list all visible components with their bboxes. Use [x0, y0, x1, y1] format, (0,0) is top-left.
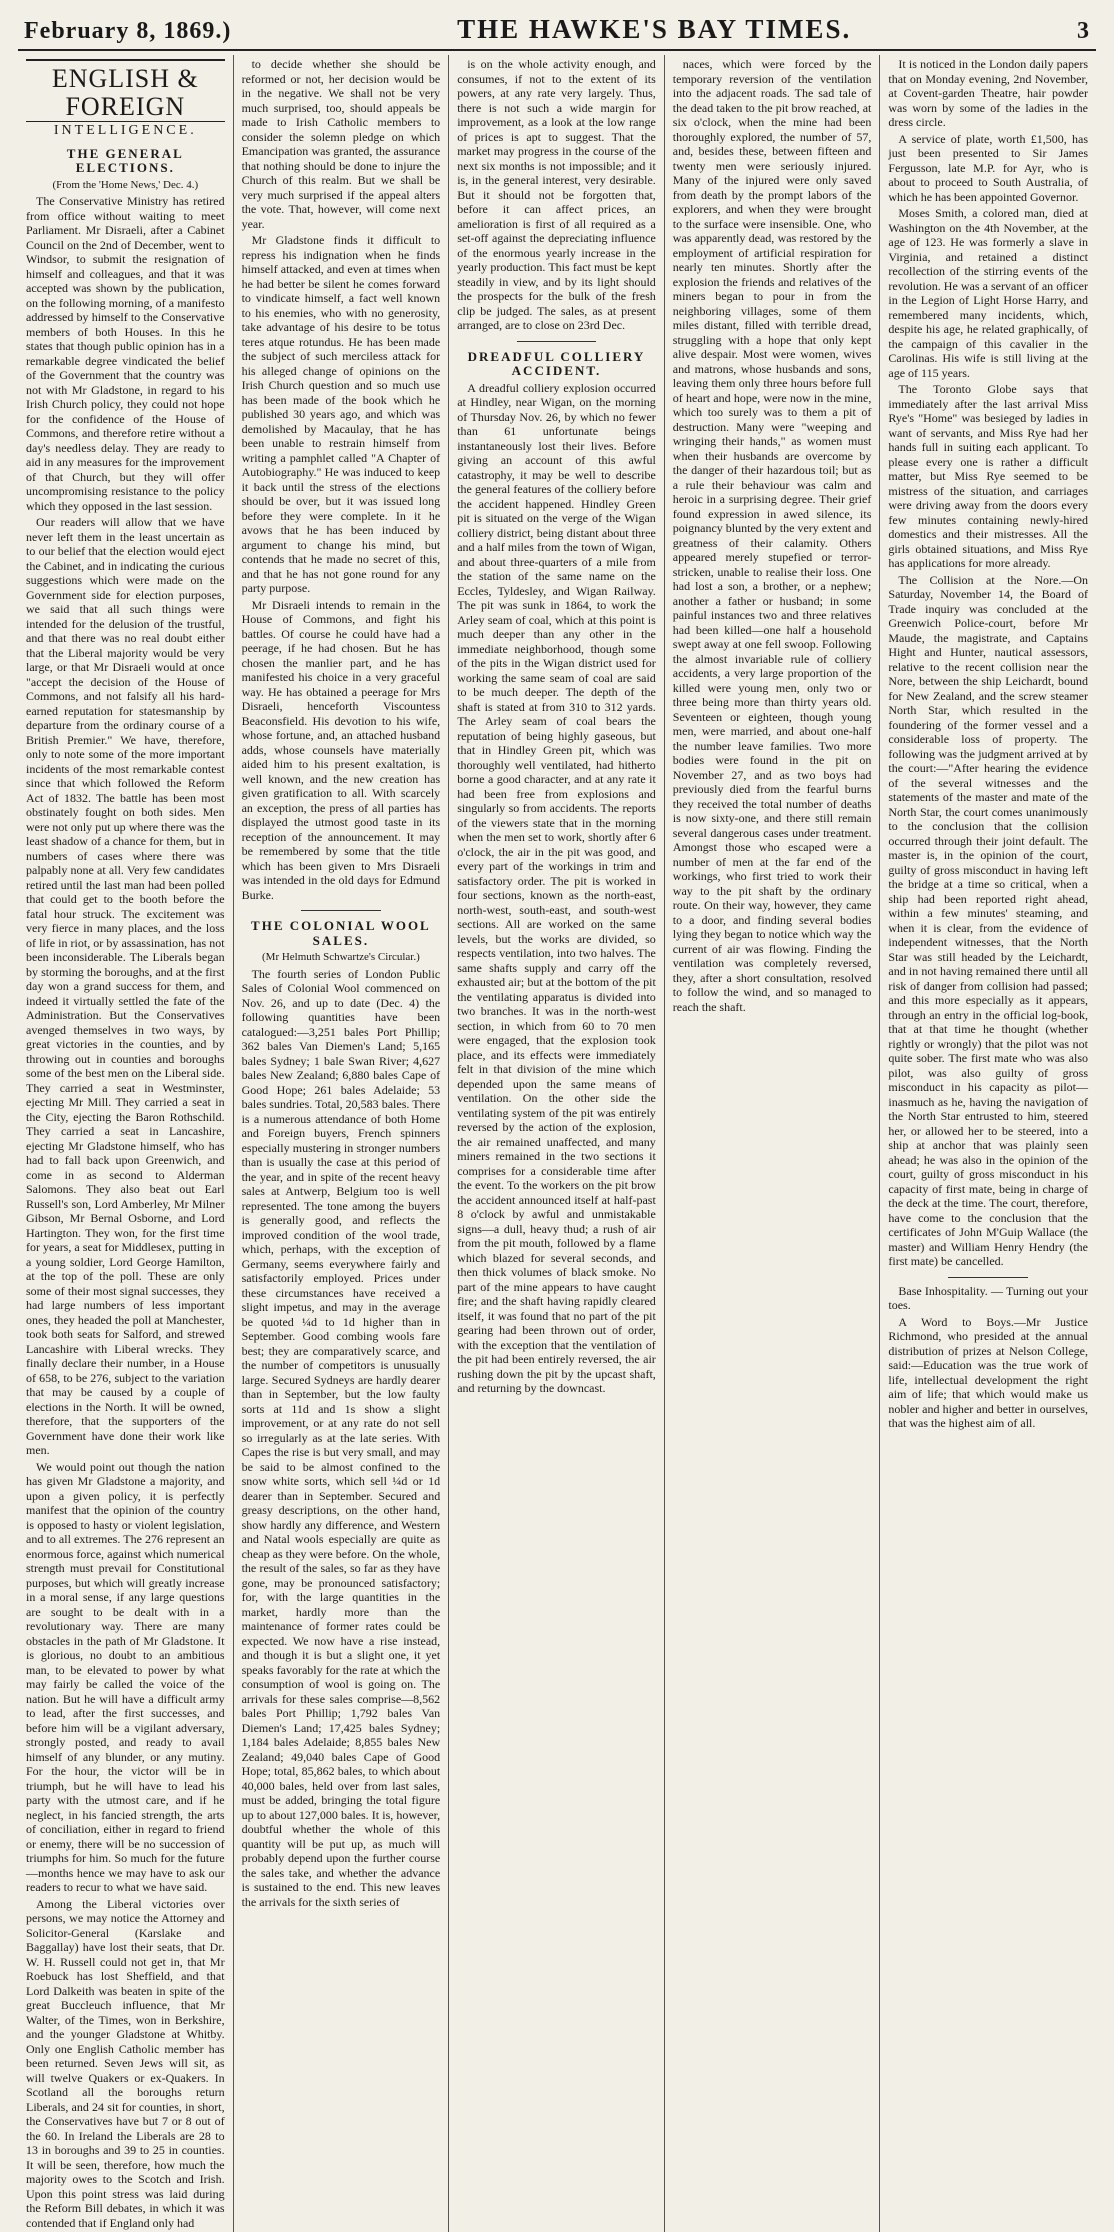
article-source: (Mr Helmuth Schwartze's Circular.) — [262, 951, 420, 963]
column-1 — [18, 55, 234, 2232]
paragraph: Mr Disraeli intends to remain in the House of Commons, and fight his battles. Of course he could have had a peerage, if he had chosen. But he has chosen the manlier part, and he has manifested his choice in a very graceful way. He has obtained a peerage for Mrs Disraeli, henceforth Viscountess Beaconsfield. His devotion to his wife, whose fortune, and, an attached husband adds, whose counsels have materially aided him to his present exaltation, is well known, and the new creation has given gratification to all. With scarcely an exception, the press of all parties has displayed the utmost good taste in its reception of the announcement. It may be remembered by some that the title which has been given to Mrs Disraeli was intended in the old days for Edmund Burke. — [241, 597, 441, 902]
paragraph: Moses Smith, a colored man, died at Washington on the 4th November, at the age of 123. He was formerly a slave in Virginia, and retained a distinct recollection of the stirring events of the revolution. He was a servant of an officer in the Legion of Light Horse Harry, and remembered many incidents, which, despite his age, he related graphically, of the campaign of this cavalier in the Carolinas. His wife is still living at the age of 115 years. — [888, 206, 1088, 380]
column-2 — [234, 55, 450, 2232]
section-title-english-foreign: ENGLISH & FOREIGN — [26, 59, 225, 122]
paragraph: Base Inhospitality. — Turning out your toes. — [888, 1283, 1088, 1312]
paragraph: Our readers will allow that we have never left them in the least uncertain as to our belief that the election would eject the Cabinet, and in indicating the curious suggestions which were made on the Government side for election purposes, we said that all such things were intended for the delusion of the trustful, and that there was no real doubt either that the Liberal majority would be very large, or that Mr Disraeli would at once "accept the decision of the House of Commons, and not falsify all his hard-earned reputation for statesmanship by departure from the ordinary course of a British Premier." We have, therefore, only to note some of the more important incidents of the most remarkable contest since that which followed the Reform Act of 1832. The battle has been most obstinately fought on both sides. Men were not only put up where there was the least shadow of a chance for them, but in numbers of cases where there was palpably none at all. Very few candidates retired until the last man had been polled that could get to the booth before the fatal hour struck. The excitement was very fierce in many places, and the loss of life in riot, or by assassination, has not been inconsiderable. The Liberals began by storming the boroughs, and at the first day won a grand success for them, and indeed it virtually settled the fate of the Administration. But the Conservatives avenged themselves in two ways, by great victories in the counties, and by throwing out in counties and boroughs some of the best men on the Liberal side. They carried a seat in Westminster, ejecting Mr Mill. They carried a seat in the City, ejecting the Baron Rothschild. They carried a seat in Lancashire, ejecting Mr Gladstone himself, who has had to fall back upon Greenwich, and come in as second to Alderman Salomons. They also beat out Earl Russell's son, Lord Amberley, Mr Milner Gibson, Mr Bernal Osborne, and Lord Hartington. They won, for the first time for years, a seat for Middlesex, putting in a young soldier, Lord George Hamilton, at the top of the poll. These are only some of their most signal successes, they had large numbers of less important ones, they headed the poll at Manchester, took both seats for Salford, and strewed Lancashire with Liberal wrecks. They finally declare their number, in a House of 658, to be 276, subject to the variation that may be caused by a couple of elections in the North. It will be owned, therefore, that the supporters of the Government have done their work like men. — [26, 515, 225, 1457]
article-title-elections: THE GENERAL ELECTIONS. — [66, 145, 184, 175]
paragraph: naces, which were forced by the temporary reversion of the ventilation into the adjacent roads. The sad tale of the dead taken to the pit brow reached, at six o'clock, when the mine had been thoroughly explored, the number of 57, and, besides these, between fifteen and twenty men were seriously injured. Many of the injured were only saved from death by the prompt labors of the explorers, and when they were brought to the surface were insensible. One, who was apparently dead, was restored by the employment of artificial respiration for nearly ten minutes. Shortly after the explosion the friends and relatives of the miners began to pour in from the neighboring villages, some of them miles distant, filled with terrible dread, struggling with a hope that only kept alive despair. Most were women, wives and matrons, whose husbands and sons, leaving them only three hours before full of heart and hope, were now in the mine, which too surely was to them a pit of destruction. Many were "weeping and wringing their hands," as women must when their husbands are overcome by the danger of their hazardous toil; but as a rule their behaviour was calm and heroic in a surprising degree. Their grief found expression in awed silence, its poignancy blunted by the very extent and greatness of their calamity. Others appeared merely stupefied or terror-stricken, unable to realise their loss. One had lost a son, a brother, or a nephew; another a father or husband; in some painful instances two and three relatives had been killed—one half a household swept away at one fell swoop. Following the almost invariable rule of colliery accidents, a very large proportion of the killed were young men, only two or three being more than thirty years old. Seventeen or eighteen, though young men, were married, and about one-half the number leave families. Two more bodies were found in the pit on November 27, and as two boys had previously died from the fearful burns they received the total number of deaths is now sixty-one, and there still remain several dangerous cases under treatment. Amongst those who escaped were a number of men at the far end of the workings, who first tried to work their way to the pit shaft by the ordinary route. On their way, however, they came to a door, and finding several bodies lying they began to notice which way the current of air was flowing. Finding the ventilation was completely reversed, they, after a short consultation, resolved to follow the wind, and so managed to reach the shaft. — [672, 57, 872, 1014]
column-4 — [665, 55, 881, 2232]
newspaper-title: THE HAWKE'S BAY TIMES. — [457, 14, 852, 44]
paragraph: A Word to Boys.—Mr Justice Richmond, who presided at the annual distribution of prizes at Nelson College, said:—Education was the true work of life, intellectual development the right aim of life; that which would make us nobler and higher and better in ourselves, that was the highest aim of all. — [888, 1314, 1088, 1430]
masthead — [18, 14, 1096, 51]
paragraph: It is noticed in the London daily papers that on Monday evening, 2nd November, at Covent-garden Theatre, hair powder was worn by some of the ladies in the dress circle. — [888, 57, 1088, 129]
paragraph: Among the Liberal victories over persons, we may notice the Attorney and Solicitor-General (Karslake and Baggallay) have lost their seats, that Dr. W. H. Russell could not get in, that Mr Roebuck has lost Sheffield, and that Lord Dalkeith was beaten in spite of the great Buccleuch influence, that Mr Walter, of the Times, won in Berkshire, and the younger Gladstone at Whitby. Only one English Catholic member has been returned. Seven Jews will sit, as will twelve Quakers or ex-Quakers. In Scotland all the boroughs return Liberals, and 24 sit for counties, in short, the Conservatives have but 7 or 8 out of the 60. In Ireland the Liberals are 28 to 13 in boroughs and 39 to 25 in counties. It will be seen, therefore, how much the majority owes to the Scotch and Irish. Upon this point stress was laid during the Reform Bill debates, in which it was contended that if England only had — [26, 1896, 225, 2230]
section-subtitle-intelligence: INTELLIGENCE. — [53, 123, 197, 138]
article-title-colliery: DREADFUL COLLIERY ACCIDENT. — [467, 348, 646, 378]
divider — [301, 910, 380, 911]
paragraph: The Collision at the Nore.—On Saturday, November 14, the Board of Trade inquiry was concluded at the Greenwich Police-court, before Mr Maude, the magistrate, and Captains Hight and Hunter, nautical assessors, relative to the recent collision near the Nore, between the ship Leichardt, bound for New Zealand, and the screw steamer North Star, which resulted in the foundering of the former vessel and a considerable loss of property. The following was the judgment arrived at by the court:—"After hearing the evidence of the several witnesses and the statements of the master and mate of the North Star, the court comes unanimously to the conclusion that the collision occurred through their joint default. The master is, in the opinion of the court, guilty of gross misconduct in having left the bridge at a time so critical, when a ship had been reported right ahead, within a few minutes' steaming, and when it is clear, from the evidence of independent witnesses, that the North Star was still headed by the Leichardt, and in not having remained there until all risk of danger from collision had passed; and this more especially as it appears, through an entry in the official log-book, that at that time he thought (whether rightly or wrongly) that the pilot was not quite sober. The first mate who was also pilot, was also guilty of gross misconduct in his capacity as pilot—inasmuch as he, having the navigation of the North Star entrusted to him, steered her, or allowed her to be steered, into a ship at anchor that was plainly seen ahead; he was also in the opinion of the court, guilty of gross misconduct in his capacity of first mate, being in charge of the deck at the time. The court, therefore, have come to the conclusion that the certificates of John M'Guip Wallace (the master) and William Henry Hendry (the first mate) be cancelled. — [888, 572, 1088, 1268]
paragraph: to decide whether she should be reformed or not, her decision would be in the negative. We shall not be very much surprised, too, should appeals be made to Irish Catholic members to consider the solemn pledge on which Emancipation was granted, the assurance that nothing should be done to injure the Church of this realm. But we shall be very much surprised if the appeal alters the vote. That, however, will come next year. — [241, 57, 441, 231]
paragraph: The fourth series of London Public Sales of Colonial Wool commenced on Nov. 26, and up to date (Dec. 4) the following quantities have been catalogued:—3,251 bales Port Phillip; 362 bales Van Diemen's Land; 5,165 bales Sydney; 1 bale Swan River; 4,627 bales New Zealand; 6,880 bales Cape of Good Hope; 261 bales Adelaide; 53 bales sundries. Total, 20,583 bales. There is a numerous attendance of both Home and Foreign buyers, French spinners especially mustering in stronger numbers than is usually the case at this period of the year, and in spite of the recent heavy sales at Antwerp, Belgium too is well represented. The tone among the buyers is generally good, and reflects the improved condition of the wool trade, which, perhaps, with the exception of Germany, seems everywhere fairly and satisfactorily employed. Prices under these circumstances have received a slight impetus, and may in the average be quoted ¼d to 1d higher than in September. Good combing wools fare best; they are comparatively scarce, and the number of competitors is unusually large. Secured Sydneys are hardly dearer than in September, but the low faulty sorts at 11d and 1s show a slight improvement, or at any rate do not sell so irregularly as at the late series. With Capes the rise is but very small, and may be said to be almost confined to the snow white sorts, which sell ¼d or 1d dearer than in September. Secured and greasy descriptions, on the other hand, show hardly any difference, and Western and Natal wools especially are quite as cheap as they were before. On the whole, the result of the sales, so far as they have gone, may be pronounced satisfactory; for, with the large quantities in the market, hardly more than the maintenance of former rates could be expected. We now have a rise instead, and though it is but a slight one, it yet speaks favorably for the rate at which the consumption of wool is going on. The arrivals for these sales comprise—8,562 bales Port Phillip; 1,792 bales Van Diemen's Land; 17,425 bales Sydney; 1,184 bales Adelaide; 8,855 bales New Zealand; 49,040 bales Cape of Good Hope; total, 85,862 bales, to which about 40,000 bales, held over from last sales, must be added, bringing the total figure up to about 127,000 bales. It is, however, doubtful whether the whole of this quantity will be put up, as much will probably depend upon the further course the sales take, and whether the advance is sustained to the end. This new leaves the arrivals for the sixth series of — [241, 966, 441, 1909]
paragraph: A dreadful colliery explosion occurred at Hindley, near Wigan, on the morning of Thursday Nov. 26, by which no fewer than 61 unfortunate beings instantaneously lost their lives. Before giving an account of this awful catastrophy, it may be well to describe the general features of the colliery before the accident happened. Hindley Green pit is situated on the verge of the Wigan colliery district, being distant about three and a half miles from the town of Wigan, and about three-quarters of a mile from the station of the same name on the Eccles, Tyldesley, and Wigan Railway. The pit was sunk in 1864, to work the Arley seam of coal, which at this point is much deeper than any other in the immediate neighborhood, though some of the pits in the Wigan district used for working the same seam of coal are said to be much deeper. The depth of the shaft is stated at from 310 to 312 yards. The Arley seam of coal bears the reputation of being highly gaseous, but that in Hindley Green pit, which was thoroughly well ventilated, had hitherto borne a good character, and at any rate it had been free from explosions and singularly so from accidents. The reports of the viewers state that in the morning when the men set to work, shortly after 6 o'clock, the air in the pit was good, and every part of the workings in trim and satisfactory order. The pit is worked in four sections, known as the north-east, north-west, south-east, and south-west sections. All are worked on the same levels, but the works are divided, so respects ventilation, into two halves. The same shafts supply and carry off the exhausted air; but at the bottom of the pit the ventilating apparatus is divided into two branches. It was in the north-west section, in which from 60 to 70 men were engaged, that the explosion took place, and its effects were immediately felt in that division of the mine which depended upon the same means of ventilation. On the other side the ventilating system of the pit was entirely reversed by the action of the explosion, the air remained unaffected, and many miners remained in the two sections it comprises for a considerable time after the event. To the workers on the pit brow the accident announced itself at half-past 8 o'clock by awful and unmistakable signs—a dull, heavy thud; a rush of air from the pit mouth, followed by a flame which blazed for several seconds, and then thick volumes of black smoke. No part of the mine appears to have caught fire; and the shaft having rapidly cleared itself, it was found that no part of the pit gearing had been thrown out of order, with the exception that the ventilation of the pit had been entirely reversed, the air rushing down the pit by the upcast shaft, and returning by the downcast. — [457, 380, 656, 1395]
article-source: (From the 'Home News,' Dec. 4.) — [52, 178, 199, 191]
divider — [948, 1277, 1028, 1278]
column-5 — [880, 55, 1096, 2232]
column-3 — [449, 55, 665, 2232]
paragraph: is on the whole activity enough, and consumes, if not to the extent of its powers, at any rate very largely. Thus, there is not such a wide margin for improvement, as a look at the low range of prices is apt to suggest. That the market may progress in the course of the next six months is not impossible; and it is, in the general interest, very desirable. But it should not be forgotten that, before it can affect prices, an amelioration is first of all required as a set-off against the depreciating influence of the enormous yearly increase in the yearly production. This fact must be kept steadily in view, and by its light should the prospects for the bulk of the fresh clip be judged. The sales, as at present arranged, are to close on 23rd Dec. — [457, 57, 656, 332]
divider — [517, 341, 596, 342]
page-number: 3 — [1077, 18, 1090, 44]
paragraph: The Conservative Ministry has retired from office without waiting to meet Parliament. Mr Disraeli, after a Cabinet Council on the 2nd of December, went to Windsor, to submit the resignation of himself and colleagues, and that it was accepted was shown by the publication, on the following morning, of a manifesto addressed by himself to the Conservative members of both Houses. In this he states that though public opinion has in a remarkable degree vindicated the belief of the Government that the country was not with Mr Gladstone, in regard to his Irish Church policy, they could not hope for the confidence of the House of Commons, and therefore retire without a day's needless delay. They are ready to aid in any measures for the improvement of that Church, but they will offer uncompromising resistance to the policy which they opposed in the last session. — [26, 194, 225, 513]
paragraph: We would point out though the nation has given Mr Gladstone a majority, and upon a given policy, it is perfectly manifest that the opinion of the country is opposed to hasty or violent legislation, and to all extremes. The 276 represent an enormous force, against which numerical strength must prevail for Constitutional purposes, but which will greatly increase in a moral sense, if any large questions are sought to be dealt with in a revolutionary way. There are many obstacles in the path of Mr Gladstone. It is glorious, no doubt to an ambitious man, to be elevated to power by what may fairly be called the voice of the nation. But he will have a difficult army to lead, after the first successes, and before him will be a vigilant adversary, strongly posted, and ready to avail himself of any blunder, or any mutiny. For the hour, the victor will be in triumph, but he will have to lead his party with the utmost care, and if he neglect, in his fancied strength, the arts of conciliation, either in regard to friend or enemy, there will be no succession of triumphs for him. So much for the future—months hence we may have to ask our readers to recur to what we have said. — [26, 1459, 225, 1894]
paragraph: Mr Gladstone finds it difficult to repress his indignation when he finds himself attacked, and even at times when he had better be silent he comes forward to vindicate himself, a fact well known to his enemies, who with no generosity, take advantage of his desire to be totus teres atque rotundus. He has been made the subject of such merciless attack for his alleged change of opinions on the Irish Church question and so much use has been made of the book which he published 30 years ago, and which was demolished by Macaulay, that he has been unable to restrain himself from writing a pamphlet called "A Chapter of Autobiography." He was induced to keep it back until the stress of the elections should be over, but it was issued long before they were complete. In it he avows that he has been induced by argument to change his mind, but contends that he made no secret of this, and that he has not gone round for any party purpose. — [241, 233, 441, 595]
paragraph: The Toronto Globe says that immediately after the last arrival Miss Rye's "Home" was besieged by ladies in want of servants, and Miss Rye had her hands full in suiting each applicant. To please every one is rather a difficult matter, but Miss Rye seemed to be mistress of the situation, and carriages were driving away from the doors every few minutes containing newly-hired domestics and their mistresses. All the girls obtained situations, and Miss Rye has applications for more already. — [888, 382, 1088, 570]
article-title-wool-sales: THE COLONIAL WOOL SALES. — [251, 918, 431, 948]
columns — [18, 55, 1096, 2230]
paragraph: A service of plate, worth £1,500, has just been presented to Sir James Fergusson, late M.P. for Ayr, who is about to proceed to South Australia, of which he has been appointed Governor. — [888, 131, 1088, 204]
issue-date: February 8, 1869.) — [24, 18, 232, 44]
